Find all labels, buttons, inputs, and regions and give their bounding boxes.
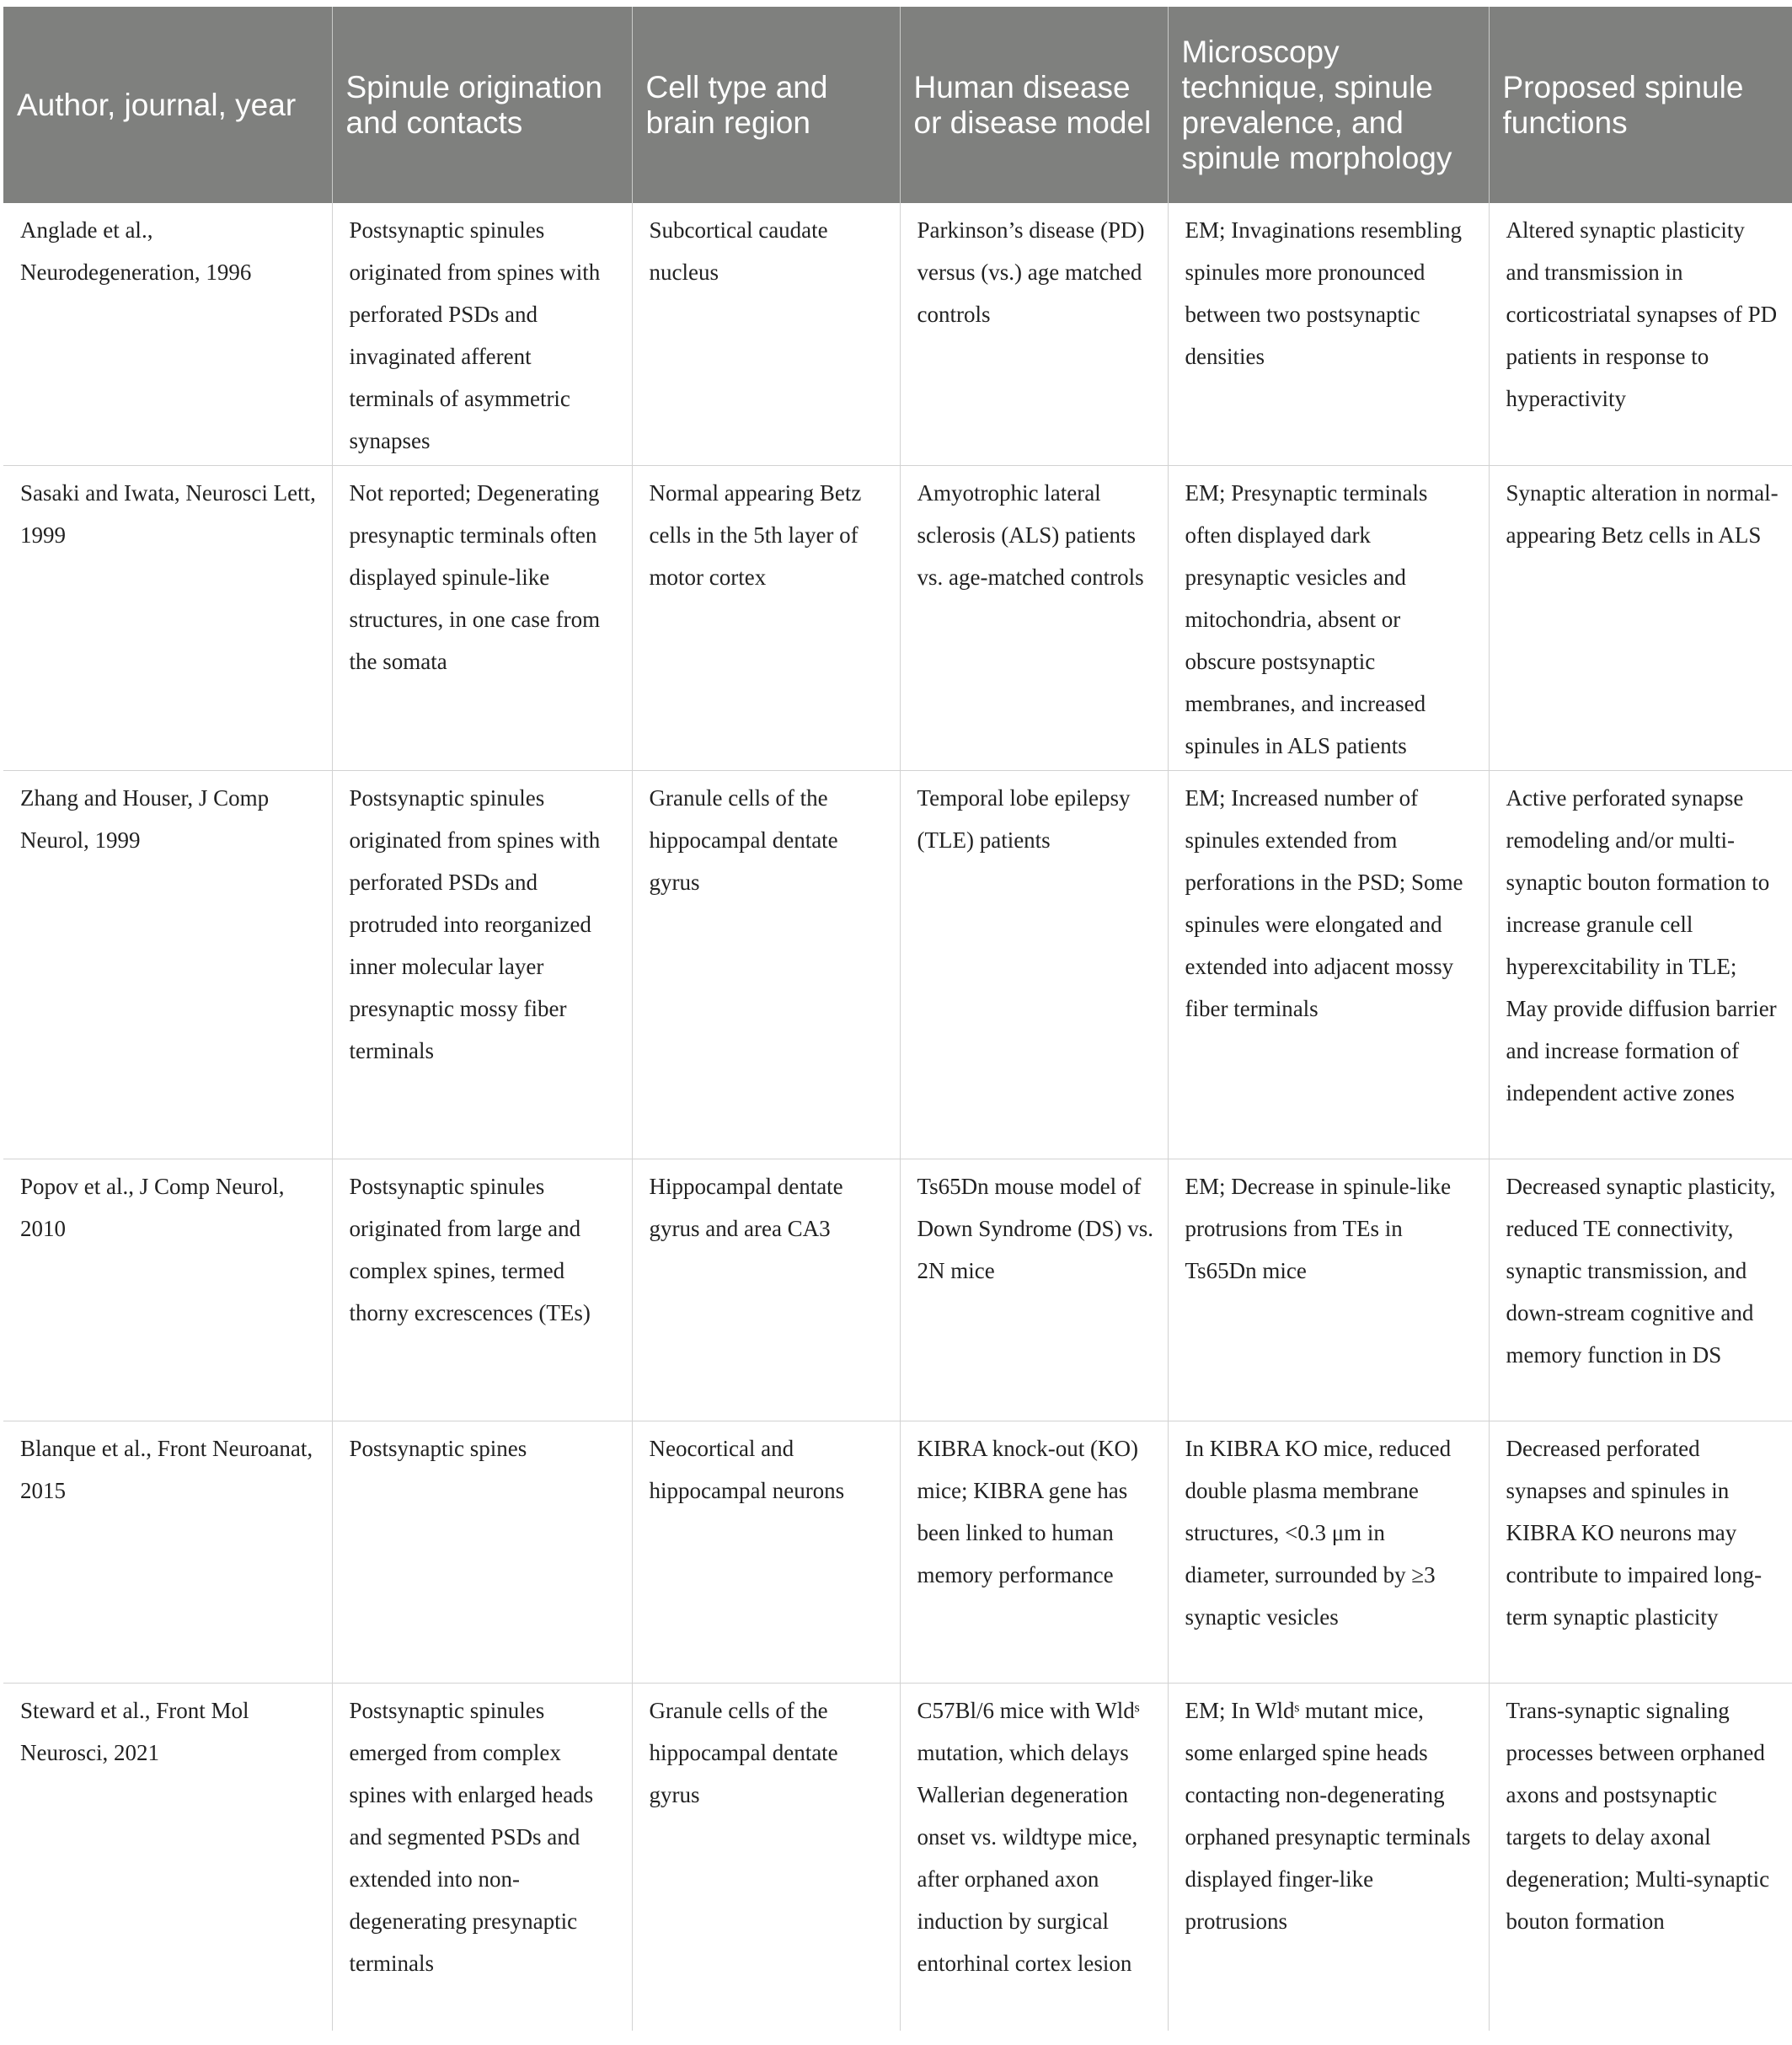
cell-author: Sasaki and Iwata, Neurosci Lett, 1999: [3, 465, 332, 770]
header-cell-type: Cell type and brain region: [632, 7, 900, 203]
cell-cell-type: Normal appearing Betz cells in the 5th layer of motor cortex: [632, 465, 900, 770]
table-row: [3, 1421, 1792, 1683]
header-disease: Human disease or disease model: [900, 7, 1168, 203]
cell-functions: Trans-synaptic signaling processes between orphaned axons and postsynaptic targets to delay axonal degeneration; Multi-synaptic bouton formation: [1506, 1697, 1770, 1934]
cell-origination: Postsynaptic spinules originated from spines with perforated PSDs and protruded into reorganized inner molecular layer presynaptic mossy fiber terminals: [332, 770, 632, 1159]
table-row: [3, 1159, 1792, 1421]
cell-origination: Postsynaptic spines: [332, 1421, 632, 1683]
cell-disease: Ts65Dn mouse model of Down Syndrome (DS) vs. 2N mice: [900, 1159, 1168, 1421]
header-microscopy: Microscopy technique, spinule prevalence, and spinule morphology: [1168, 7, 1489, 203]
cell-microscopy: EM; Presynaptic terminals often displayed dark presynaptic vesicles and mitochondria, absent or obscure postsynaptic membranes, and increased spinules in ALS patients: [1168, 465, 1489, 770]
cell-author: Blanque et al., Front Neuroanat, 2015: [3, 1421, 332, 1683]
table-row: [3, 1683, 1792, 2031]
cell-functions: Decreased synaptic plasticity, reduced TE connectivity, synaptic transmission, and down-stream cognitive and memory function in DS: [1489, 1159, 1792, 1421]
cell-functions: Altered synaptic plasticity and transmission in corticostriatal synapses of PD patients in response to hyperactivity: [1489, 203, 1792, 465]
cell-author: Steward et al., Front Mol Neurosci, 2021: [3, 1683, 332, 2031]
spinule-studies-table: [3, 7, 1792, 2031]
cell-microscopy: EM; Increased number of spinules extended from perforations in the PSD; Some spinules were elongated and extended into adjacent mossy fiber terminals: [1168, 770, 1489, 1159]
cell-origination: Postsynaptic spinules originated from spines with perforated PSDs and invaginated afferent terminals of asymmetric synapses: [332, 203, 632, 465]
cell-cell-type: Granule cells of the hippocampal dentate gyrus: [632, 770, 900, 1159]
cell-cell-type: Hippocampal dentate gyrus and area CA3: [632, 1159, 900, 1421]
table-row: [3, 770, 1792, 1159]
cell-cell-type: Neocortical and hippocampal neurons: [632, 1421, 900, 1683]
header-origination: Spinule origination and contacts: [332, 7, 632, 203]
cell-origination: Postsynaptic spinules originated from large and complex spines, termed thorny excrescences (TEs): [332, 1159, 632, 1421]
cell-functions: Active perforated synapse remodeling and/or multi-synaptic bouton formation to increase granule cell hyperexcitability in TLE; May provide diffusion barrier and increase formation of independent active zones: [1489, 770, 1792, 1159]
cell-cell-type: Granule cells of the hippocampal dentate gyrus: [632, 1683, 900, 2031]
cell-cell-type: Subcortical caudate nucleus: [632, 203, 900, 465]
cell-disease: C57Bl/6 mice with Wldˢ mutation, which delays Wallerian degeneration onset vs. wildtype mice, after orphaned axon induction by surgical entorhinal cortex lesion: [900, 1683, 1168, 2031]
cell-functions: Decreased perforated synapses and spinules in KIBRA KO neurons may contribute to impaired long-term synaptic plasticity: [1489, 1421, 1792, 1683]
table-row: [3, 203, 1792, 465]
cell-microscopy: EM; Decrease in spinule-like protrusions from TEs in Ts65Dn mice: [1168, 1159, 1489, 1421]
cell-functions: Synaptic alteration in normal-appearing Betz cells in ALS: [1489, 465, 1792, 770]
cell-microscopy: EM; In Wldˢ mutant mice, some enlarged spine heads contacting non-degenerating orphaned presynaptic terminals displayed finger-like protrusions: [1168, 1683, 1489, 2031]
header-author: Author, journal, year: [3, 7, 332, 203]
cell-origination: Not reported; Degenerating presynaptic terminals often displayed spinule-like structures, in one case from the somata: [332, 465, 632, 770]
cell-disease: Parkinson’s disease (PD) versus (vs.) age matched controls: [900, 203, 1168, 465]
header-row: [3, 7, 1792, 203]
cell-author: Popov et al., J Comp Neurol, 2010: [3, 1159, 332, 1421]
cell-author: Zhang and Houser, J Comp Neurol, 1999: [3, 770, 332, 1159]
header-functions: Proposed spinule functions: [1489, 7, 1792, 203]
cell-author: Anglade et al., Neurodegeneration, 1996: [3, 203, 332, 465]
cell-disease: Amyotrophic lateral sclerosis (ALS) patients vs. age-matched controls: [900, 465, 1168, 770]
cell-microscopy: EM; Invaginations resembling spinules more pronounced between two postsynaptic densities: [1168, 203, 1489, 465]
cell-origination: Postsynaptic spinules emerged from complex spines with enlarged heads and segmented PSDs and extended into non-degenerating presynaptic terminals: [332, 1683, 632, 2031]
cell-microscopy: In KIBRA KO mice, reduced double plasma membrane structures, <0.3 μm in diameter, surrounded by ≥3 synaptic vesicles: [1168, 1421, 1489, 1683]
cell-disease: Temporal lobe epilepsy (TLE) patients: [900, 770, 1168, 1159]
cell-disease: KIBRA knock-out (KO) mice; KIBRA gene has been linked to human memory performance: [900, 1421, 1168, 1683]
table-row: [3, 465, 1792, 770]
